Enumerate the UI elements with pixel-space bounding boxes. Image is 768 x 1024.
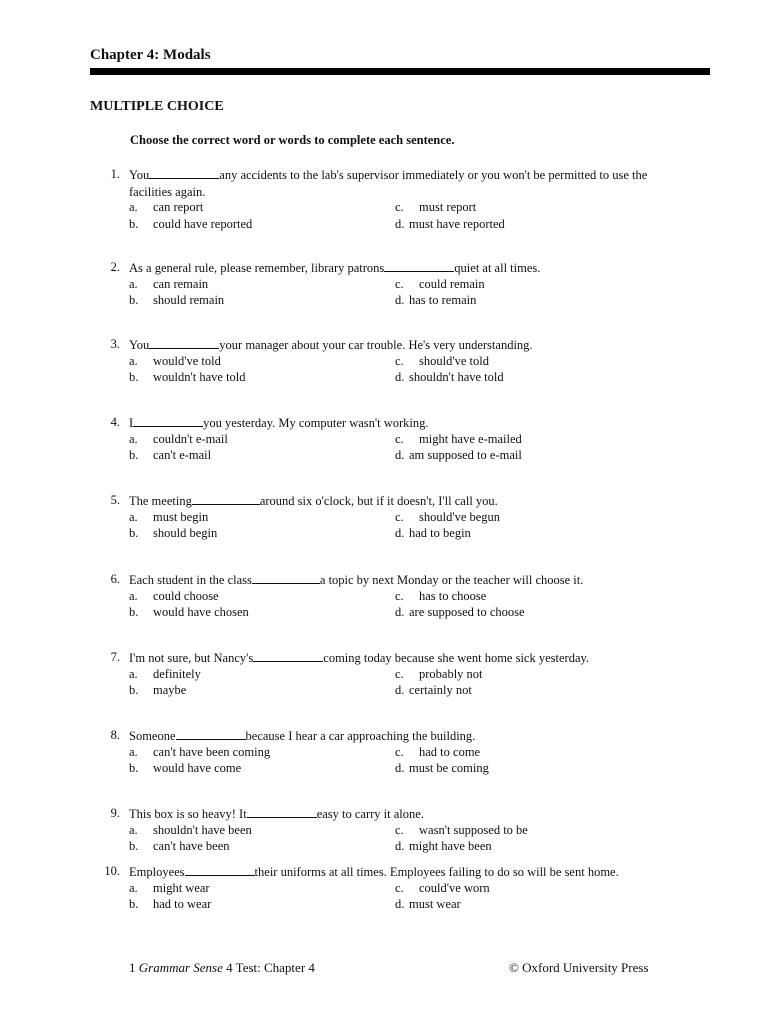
choice-letter: d. [395, 761, 405, 775]
choice-option[interactable] [129, 880, 210, 897]
choice-option[interactable] [129, 666, 201, 683]
choice-option[interactable] [395, 604, 525, 621]
choice-text: shouldn't have been [153, 822, 252, 837]
choice-text: can report [153, 200, 204, 214]
choice-letter: d. [395, 216, 405, 231]
question-text [129, 805, 689, 823]
choice-letter: b. [129, 683, 139, 697]
choice-text: might have been [409, 839, 492, 853]
question-number: 7. [110, 650, 120, 664]
choice-option[interactable] [395, 292, 476, 309]
question-text-before: You [129, 338, 150, 352]
choice-option[interactable] [129, 822, 252, 839]
copyright: © Oxford University Press [509, 960, 649, 975]
question-text-after: a topic by next Monday or the teacher will choose it. [319, 573, 584, 587]
test-label: 4 Test: Chapter 4 [226, 960, 315, 975]
answer-blank[interactable] [149, 336, 219, 349]
question-text-after: any accidents to the lab's supervisor immediately or you won't be permitted to use the facilities again. [129, 168, 648, 199]
question-text-before: I'm not sure, but Nancy's [129, 651, 254, 665]
choice-option[interactable] [129, 760, 241, 777]
choice-option[interactable] [129, 447, 211, 464]
question-number: 8. [110, 728, 120, 742]
question-number: 10. [104, 864, 120, 878]
choice-option[interactable] [395, 431, 522, 448]
choice-letter: a. [129, 353, 138, 368]
question-text-before: This box is so heavy! It [129, 807, 247, 821]
choice-letter: a. [129, 431, 138, 446]
choice-text: might wear [153, 880, 210, 895]
choice-letter: d. [395, 683, 405, 697]
choice-letter: a. [129, 822, 138, 837]
choice-letter: d. [395, 293, 405, 307]
question-text-before: I [129, 416, 134, 430]
choice-letter: b. [129, 761, 139, 775]
choice-text: would've told [153, 353, 221, 368]
choice-text: must wear [409, 897, 461, 911]
question-number: 3. [110, 337, 120, 351]
choice-letter: c. [395, 822, 404, 837]
choice-text: must begin [153, 509, 209, 524]
answer-blank[interactable] [192, 492, 260, 505]
choice-text: should begin [153, 526, 218, 540]
book-title: Grammar Sense [138, 960, 223, 975]
answer-blank[interactable] [253, 649, 323, 662]
choice-option[interactable] [395, 838, 492, 855]
choice-letter: b. [129, 216, 139, 231]
question-text-before: Each student in the class [129, 573, 252, 587]
choice-option[interactable] [395, 199, 476, 216]
choice-text: should remain [153, 293, 225, 307]
choice-option[interactable] [395, 276, 485, 293]
title-rule [90, 68, 710, 75]
choice-option[interactable] [129, 682, 186, 699]
choice-letter: d. [395, 370, 405, 384]
choice-option[interactable] [395, 760, 489, 777]
choice-text: might have e-mailed [419, 431, 522, 446]
choice-option[interactable] [129, 369, 246, 386]
choice-text: has to remain [409, 293, 477, 307]
question-text-after: your manager about your car trouble. He's very understanding. [219, 338, 533, 352]
page-number: 1 [129, 960, 136, 975]
choice-text: should've begun [419, 509, 501, 524]
choice-option[interactable] [395, 896, 461, 913]
choice-option[interactable] [129, 838, 230, 855]
question-number: 4. [110, 415, 120, 429]
choice-option[interactable] [395, 666, 483, 683]
choice-option[interactable] [395, 744, 480, 761]
choice-letter: c. [395, 276, 404, 291]
choice-text: must report [419, 200, 477, 214]
choice-text: had to begin [409, 526, 471, 540]
choice-option[interactable] [395, 509, 500, 526]
choice-text: can't e-mail [153, 448, 212, 462]
choice-text: certainly not [409, 683, 472, 697]
section-heading: MULTIPLE CHOICE [90, 99, 224, 114]
choice-text: must have reported [409, 216, 505, 231]
question-number: 9. [110, 806, 120, 820]
choice-letter: d. [395, 839, 405, 853]
choice-text: could've worn [419, 880, 490, 895]
choice-text: probably not [419, 666, 483, 681]
choice-letter: a. [129, 588, 138, 603]
choice-text: am supposed to e-mail [409, 448, 522, 462]
choice-option[interactable] [395, 353, 489, 370]
answer-blank[interactable] [176, 727, 246, 740]
question-text [129, 727, 689, 745]
choice-letter: b. [129, 897, 139, 911]
choice-option[interactable] [129, 199, 203, 216]
question-text-after: you yesterday. My computer wasn't working. [203, 416, 429, 430]
answer-blank[interactable] [149, 166, 219, 179]
question-text-before: The meeting [129, 494, 192, 508]
choice-text: can't have been [153, 839, 230, 853]
question-text [129, 166, 689, 200]
choice-letter: c. [395, 431, 404, 446]
choice-letter: a. [129, 509, 138, 524]
answer-blank[interactable] [384, 259, 454, 272]
choice-option[interactable] [395, 447, 522, 464]
question-text-after: quiet at all times. [454, 261, 541, 275]
question-text-after: because I hear a car approaching the building. [245, 729, 476, 743]
choice-option[interactable] [395, 822, 528, 839]
choice-letter: c. [395, 509, 404, 524]
question-text-after: their uniforms at all times. Employees failing to do so will be sent home. [254, 865, 619, 879]
choice-option[interactable] [129, 588, 219, 605]
choice-letter: c. [395, 666, 404, 681]
choice-option[interactable] [129, 431, 228, 448]
question-number: 1. [110, 167, 120, 181]
question-text-before: You [129, 168, 150, 182]
choice-letter: d. [395, 897, 405, 911]
footer-left [129, 960, 315, 976]
answer-blank[interactable] [185, 863, 255, 876]
question-text-before: Employees [129, 865, 185, 879]
instructions: Choose the correct word or words to complete each sentence. [130, 133, 455, 147]
choice-text: shouldn't have told [409, 370, 504, 384]
choice-text: has to choose [419, 588, 487, 603]
choice-option[interactable] [129, 604, 249, 621]
answer-blank[interactable] [247, 805, 317, 818]
choice-text: maybe [153, 683, 187, 697]
question-text [129, 649, 689, 667]
question-text-after: coming today because she went home sick yesterday. [323, 651, 590, 665]
choice-letter: d. [395, 526, 405, 540]
question-text [129, 414, 689, 432]
choice-letter: d. [395, 605, 405, 619]
question-text [129, 571, 689, 589]
question-text [129, 259, 689, 277]
question-text [129, 863, 689, 881]
choice-option[interactable] [129, 276, 208, 293]
choice-option[interactable] [129, 216, 252, 233]
choice-text: definitely [153, 666, 201, 681]
choice-text: wasn't supposed to be [419, 822, 528, 837]
question-number: 2. [110, 260, 120, 274]
choice-letter: a. [129, 276, 138, 291]
choice-text: must be coming [409, 761, 489, 775]
choice-letter: c. [395, 353, 404, 368]
answer-blank[interactable] [252, 571, 320, 584]
choice-letter: b. [129, 839, 139, 853]
choice-option[interactable] [129, 509, 208, 526]
choice-option[interactable] [395, 588, 486, 605]
choice-letter: a. [129, 744, 138, 759]
choice-letter: d. [395, 448, 405, 462]
choice-text: could choose [153, 588, 219, 603]
choice-text: had to wear [153, 897, 212, 911]
question-text-after: around six o'clock, but if it doesn't, I'll call you. [259, 494, 498, 508]
choice-option[interactable] [395, 525, 471, 542]
question-number: 6. [110, 572, 120, 586]
choice-text: would have come [153, 761, 242, 775]
choice-letter: a. [129, 200, 138, 214]
chapter-title: Chapter 4: Modals [90, 47, 211, 63]
choice-text: would have chosen [153, 605, 249, 619]
question-text-after: easy to carry it alone. [316, 807, 424, 821]
choice-text: could have reported [153, 216, 253, 231]
choice-letter: c. [395, 588, 404, 603]
choice-option[interactable] [129, 292, 224, 309]
choice-letter: b. [129, 526, 139, 540]
choice-text: can remain [153, 276, 209, 291]
choice-letter: b. [129, 448, 139, 462]
choice-option[interactable] [395, 880, 490, 897]
choice-letter: b. [129, 370, 139, 384]
question-number: 5. [110, 493, 120, 507]
choice-text: are supposed to choose [409, 605, 525, 619]
choice-option[interactable] [129, 353, 221, 370]
choice-text: should've told [419, 353, 489, 368]
choice-option[interactable] [395, 216, 505, 233]
choice-letter: a. [129, 666, 138, 681]
choice-letter: c. [395, 200, 404, 214]
question-text-before: Someone [129, 729, 176, 743]
choice-text: can't have been coming [153, 744, 271, 759]
choice-text: had to come [419, 744, 481, 759]
choice-text: wouldn't have told [153, 370, 246, 384]
choice-letter: c. [395, 880, 404, 895]
choice-option[interactable] [129, 896, 211, 913]
question-text [129, 336, 689, 354]
choice-option[interactable] [395, 369, 504, 386]
question-text-before: As a general rule, please remember, library patrons [129, 261, 385, 275]
question-text [129, 492, 689, 510]
choice-option[interactable] [129, 744, 270, 761]
choice-letter: a. [129, 880, 138, 895]
choice-option[interactable] [395, 682, 472, 699]
answer-blank[interactable] [133, 414, 203, 427]
choice-text: could remain [419, 276, 485, 291]
choice-letter: b. [129, 605, 139, 619]
choice-option[interactable] [129, 525, 217, 542]
choice-letter: b. [129, 293, 139, 307]
choice-letter: c. [395, 744, 404, 759]
choice-text: couldn't e-mail [153, 431, 228, 446]
